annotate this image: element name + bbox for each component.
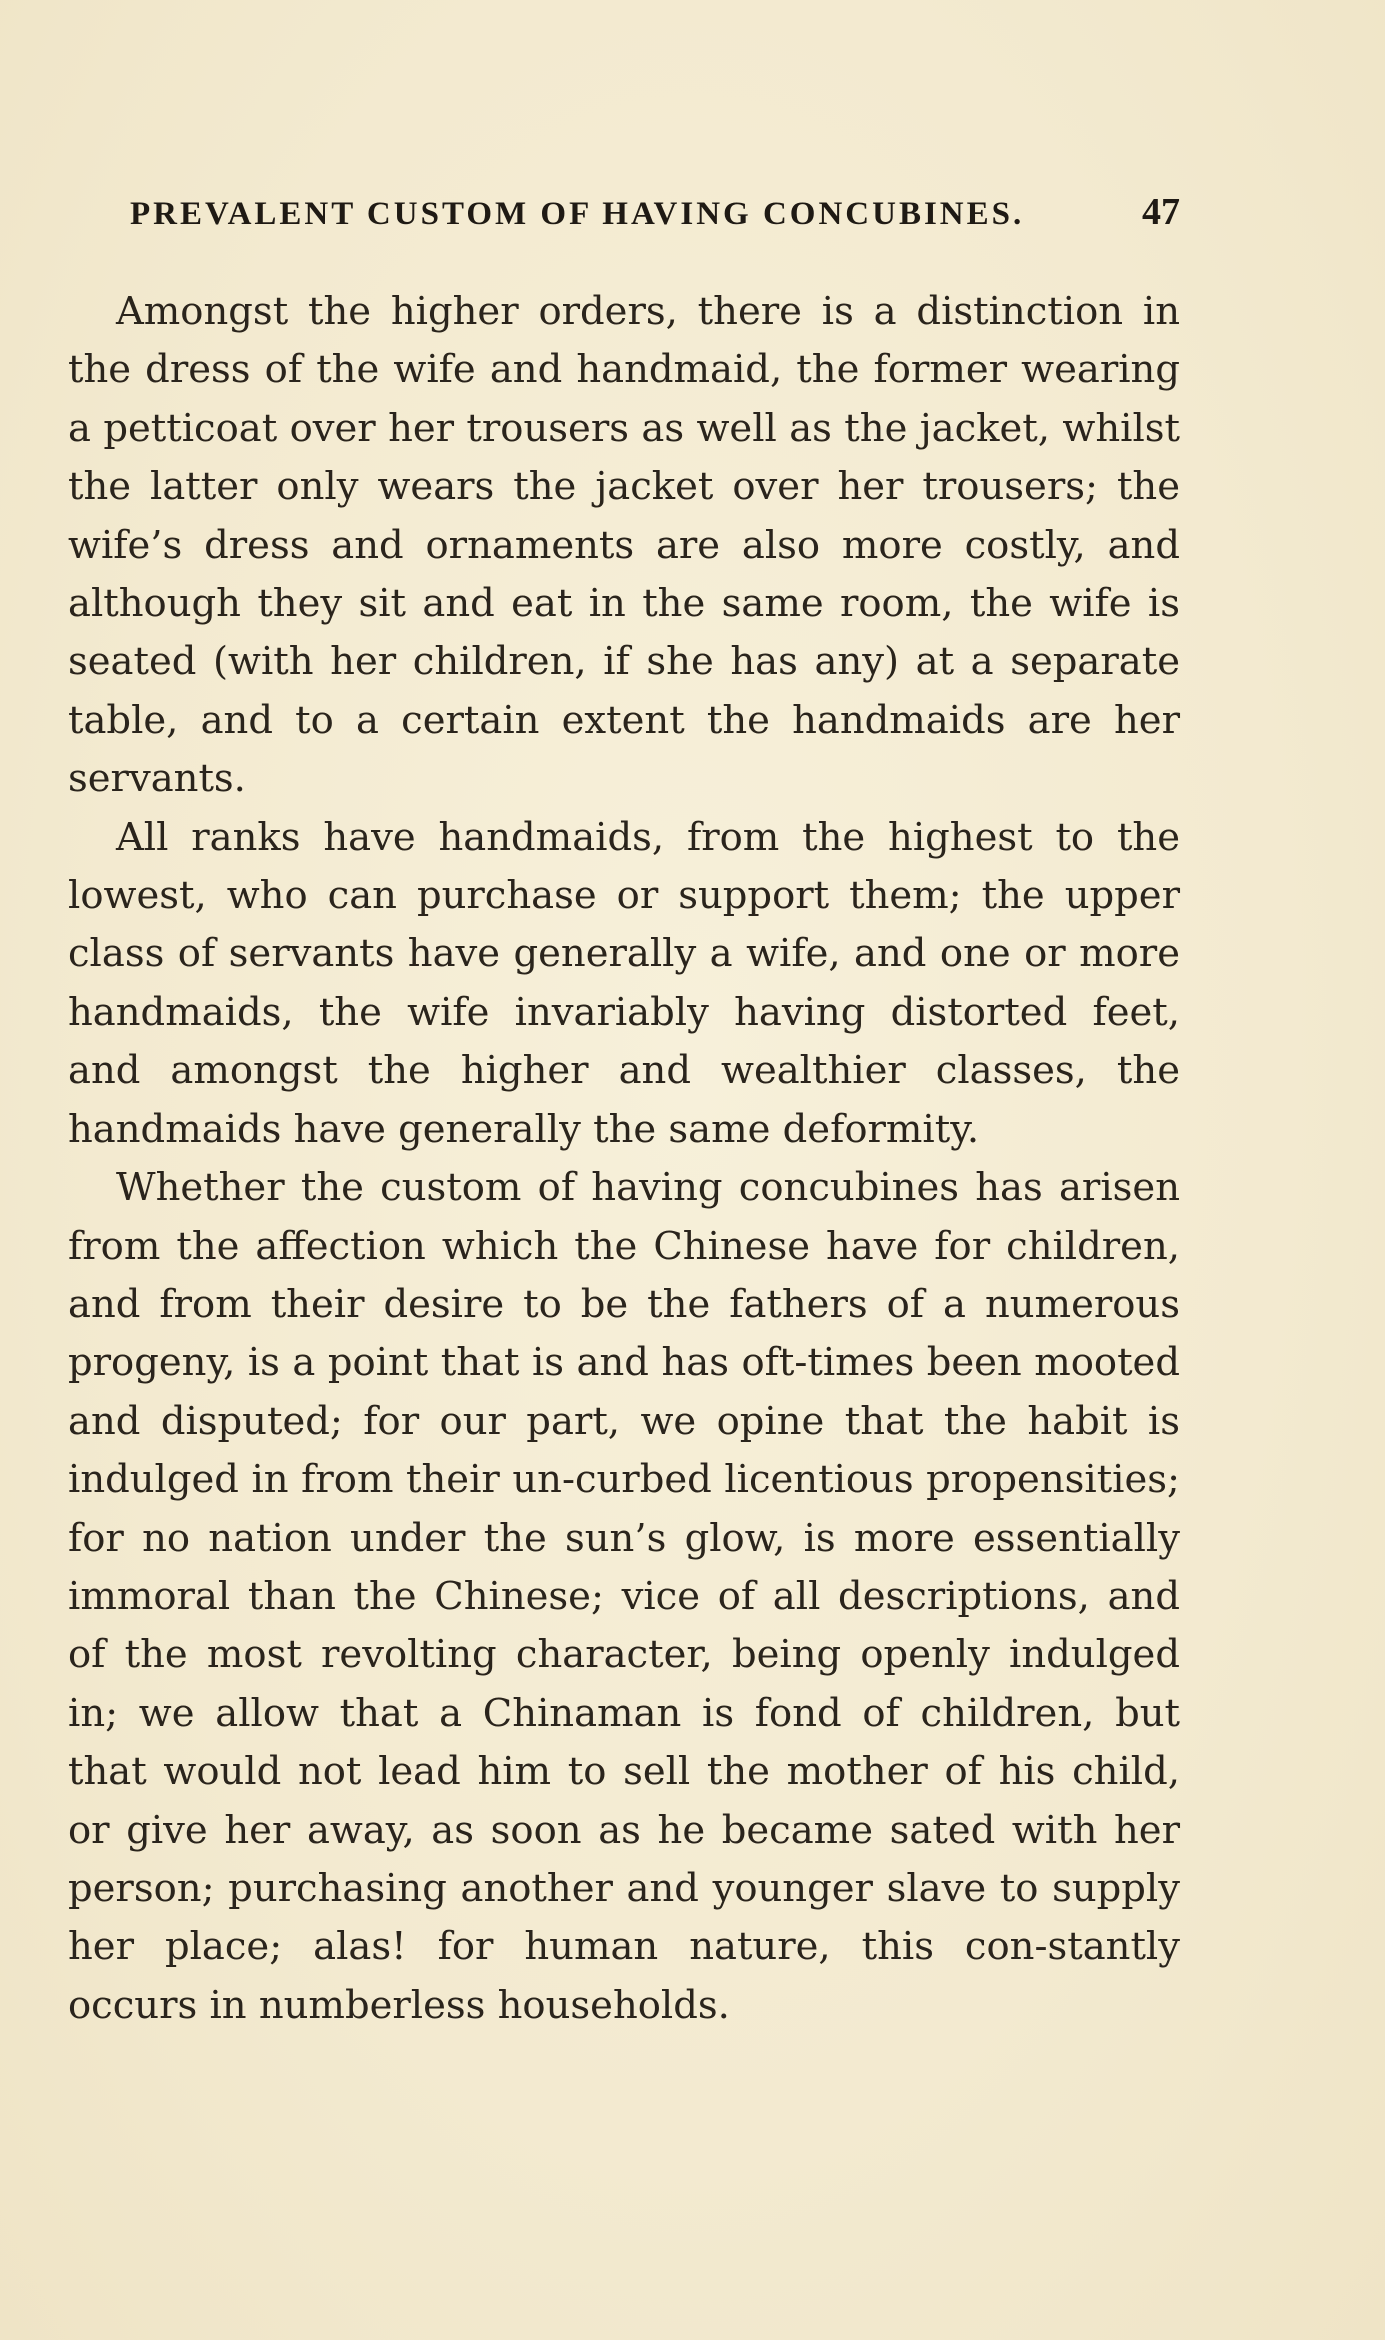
body-text: [68, 283, 1180, 2035]
running-head-title: PREVALENT CUSTOM OF HAVING CONCUBINES.: [130, 196, 1025, 232]
paragraph-3: Whether the custom of having concubines has arisen from the affection which the Chinese have for children, and from their desire to be the fathers of a numerous progeny, is a point that is and has oft-times been mooted and disputed; for our part, we opine that the habit is indulged in from their un-curbed licentious propensities; for no nation under the sun’s glow, is more essentially immoral than the Chinese; vice of all descriptions, and of the most revolting character, being openly indulged in; we allow that a Chinaman is fond of children, but that would not lead him to sell the mother of his child, or give her away, as soon as he became sated with her person; purchasing another and younger slave to supply her place; alas! for human nature, this con-stantly occurs in numberless households.: [68, 1165, 1180, 2028]
page-number: 47: [1142, 191, 1180, 233]
paragraph-2: All ranks have handmaids, from the highest to the lowest, who can purchase or support them; the upper class of servants have generally a wife, and one or more handmaids, the wife invariably having distorted feet, and amongst the higher and wealthier classes, the handmaids have generally the same deformity.: [68, 814, 1180, 1152]
running-head: [130, 190, 1180, 234]
paragraph-1: Amongst the higher orders, there is a distinction in the dress of the wife and handmaid, the former wearing a petticoat over her trousers as well as the jacket, whilst the latter only wears the jacket over her trousers; the wife’s dress and ornaments are also more costly, and although they sit and eat in the same room, the wife is seated (with her children, if she has any) at a separate table, and to a certain extent the handmaids are her servants.: [68, 289, 1180, 802]
